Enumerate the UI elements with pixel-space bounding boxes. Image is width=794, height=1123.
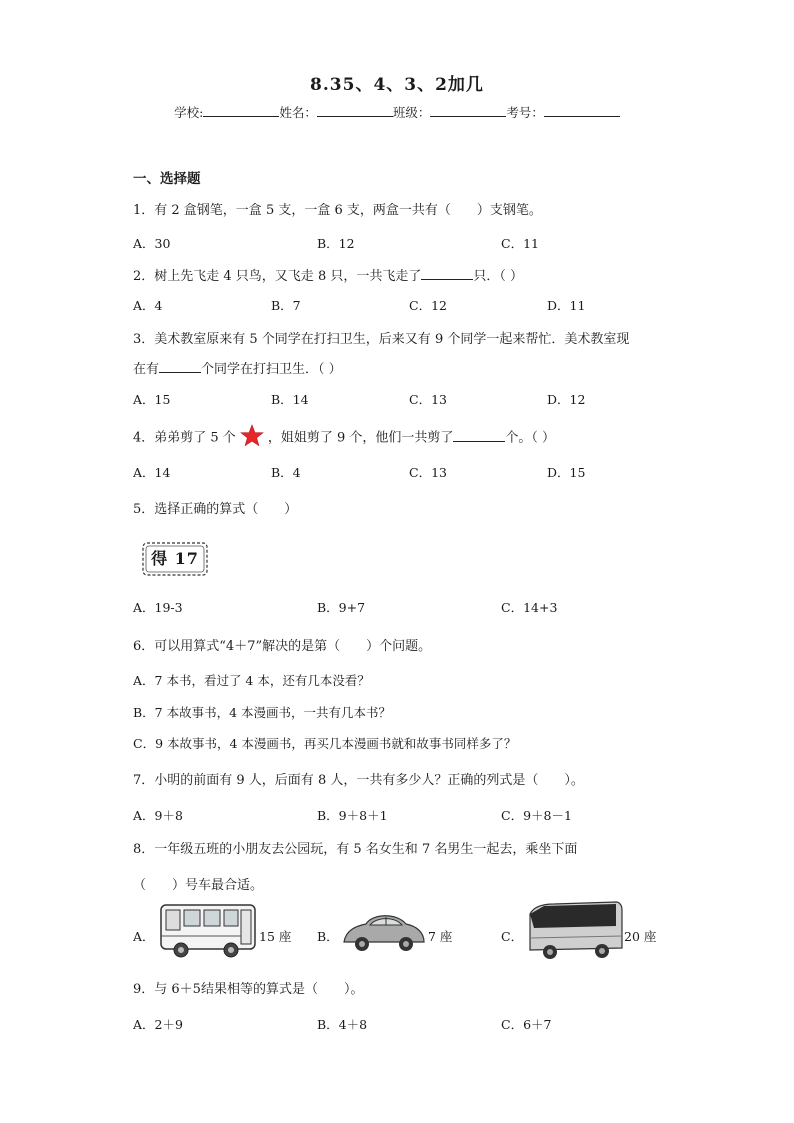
q2-option-b[interactable]: B．7 [271, 298, 301, 313]
question-4-stem [133, 424, 555, 452]
question-5-stem: 5．选择正确的算式（ ） [133, 502, 298, 517]
question-3-stem-line2 [133, 358, 342, 377]
q4-answer-blank[interactable] [453, 429, 505, 442]
q3-option-c[interactable]: C．13 [409, 392, 447, 407]
exam-no-label: 考号： [506, 105, 544, 120]
q9-option-a[interactable]: A．2＋9 [133, 1017, 183, 1032]
school-blank[interactable] [203, 104, 279, 117]
q7-option-a[interactable]: A．9＋8 [133, 808, 183, 823]
q9-option-c[interactable]: C．6＋7 [501, 1017, 552, 1032]
q5-option-b[interactable]: B．9+7 [317, 600, 366, 615]
q4-stem-post: 个。（ ） [505, 430, 555, 446]
q2-stem-post: 只．（ ） [473, 269, 523, 284]
question-6-stem: 6．可以用算式“4＋7”解决的是第（ ）个问题。 [133, 639, 432, 654]
q4-stem-mid: ，姐姐剪了 9 个，他们一共剪了 [267, 430, 454, 446]
q1-option-b[interactable]: B．12 [317, 236, 355, 251]
class-label: 班级： [392, 105, 431, 120]
name-label: 姓名： [279, 105, 317, 120]
q1-option-a[interactable]: A．30 [133, 236, 171, 251]
q5-option-c[interactable]: C．14+3 [501, 600, 558, 615]
q4-option-a[interactable]: A．14 [133, 465, 171, 480]
q2-option-a[interactable]: A．4 [133, 298, 163, 313]
q5-option-a[interactable]: A．19-3 [133, 600, 183, 615]
q7-option-c[interactable]: C．9＋8－1 [501, 808, 572, 823]
question-1-stem: 1．有 2 盒钢笔，一盒 5 支，一盒 6 支，两盒一共有（ ）支钢笔。 [133, 203, 542, 218]
badge-text: 得 17 [151, 549, 199, 568]
question-8-stem-line1: 8．一年级五班的小朋友去公园玩，有 5 名女生和 7 名男生一起去，乘坐下面 [133, 842, 578, 857]
student-info-line [0, 103, 794, 121]
q8-option-c[interactable]: C． [501, 929, 524, 944]
q2-answer-blank[interactable] [421, 267, 473, 280]
question-2-stem [133, 265, 523, 284]
q8-option-a[interactable]: A． [133, 929, 155, 944]
q2-stem-pre: 2．树上先飞走 4 只鸟，又飞走 8 只，一共飞走了 [133, 269, 422, 284]
q3-option-a[interactable]: A．15 [133, 392, 171, 407]
result-badge [140, 540, 210, 578]
q8-option-b[interactable]: B． [317, 929, 339, 944]
q2-option-d[interactable]: D．11 [547, 298, 586, 313]
red-star-icon [240, 424, 264, 452]
question-3-stem-line1: 3．美术教室原来有 5 个同学在打扫卫生，后来又有 9 个同学一起来帮忙．美术教室现 [133, 332, 630, 347]
beetle-car-icon [340, 908, 428, 954]
question-8-stem-line2: （ ）号车最合适。 [133, 878, 264, 893]
question-9-stem: 9．与 6＋5结果相等的算式是（ ）。 [133, 982, 364, 997]
city-bus-icon [157, 901, 259, 959]
page-title: 8.35、4、3、2加几 [310, 75, 484, 95]
question-7-stem: 7．小明的前面有 9 人，后面有 8 人，一共有多少人？正确的列式是（ ）。 [133, 773, 584, 788]
q9-option-b[interactable]: B．4＋8 [317, 1017, 368, 1032]
q6-option-b[interactable]: B．7 本故事书，4 本漫画书，一共有几本书？ [133, 705, 392, 720]
name-blank[interactable] [317, 104, 393, 117]
q7-option-b[interactable]: B．9＋8＋1 [317, 808, 388, 823]
q4-option-c[interactable]: C．13 [409, 465, 447, 480]
q3-option-b[interactable]: B．14 [271, 392, 309, 407]
q2-option-c[interactable]: C．12 [409, 298, 447, 313]
q3-option-d[interactable]: D．12 [547, 392, 586, 407]
q8-seat-a: 15 座 [259, 929, 292, 944]
coach-bus-icon [524, 898, 624, 964]
q4-stem-pre: 4．弟弟剪了 5 个 [133, 430, 236, 446]
q4-option-b[interactable]: B．4 [271, 465, 301, 480]
q8-seat-b: 7 座 [428, 929, 453, 944]
exam-no-blank[interactable] [544, 104, 620, 117]
q1-option-c[interactable]: C．11 [501, 236, 539, 251]
q6-option-c[interactable]: C．9 本故事书，4 本漫画书，再买几本漫画书就和故事书同样多了？ [133, 736, 517, 751]
section-title: 一、选择题 [133, 171, 201, 187]
q8-seat-c: 20 座 [624, 929, 657, 944]
q6-option-a[interactable]: A．7 本书，看过了 4 本，还有几本没看？ [133, 673, 370, 688]
q3-stem-post: 个同学在打扫卫生．（ ） [201, 362, 342, 377]
q3-answer-blank[interactable] [159, 360, 201, 373]
q4-option-d[interactable]: D．15 [547, 465, 586, 480]
q3-stem-pre: 在有 [133, 362, 160, 377]
school-label: 学校: [174, 105, 204, 120]
class-blank[interactable] [430, 104, 506, 117]
